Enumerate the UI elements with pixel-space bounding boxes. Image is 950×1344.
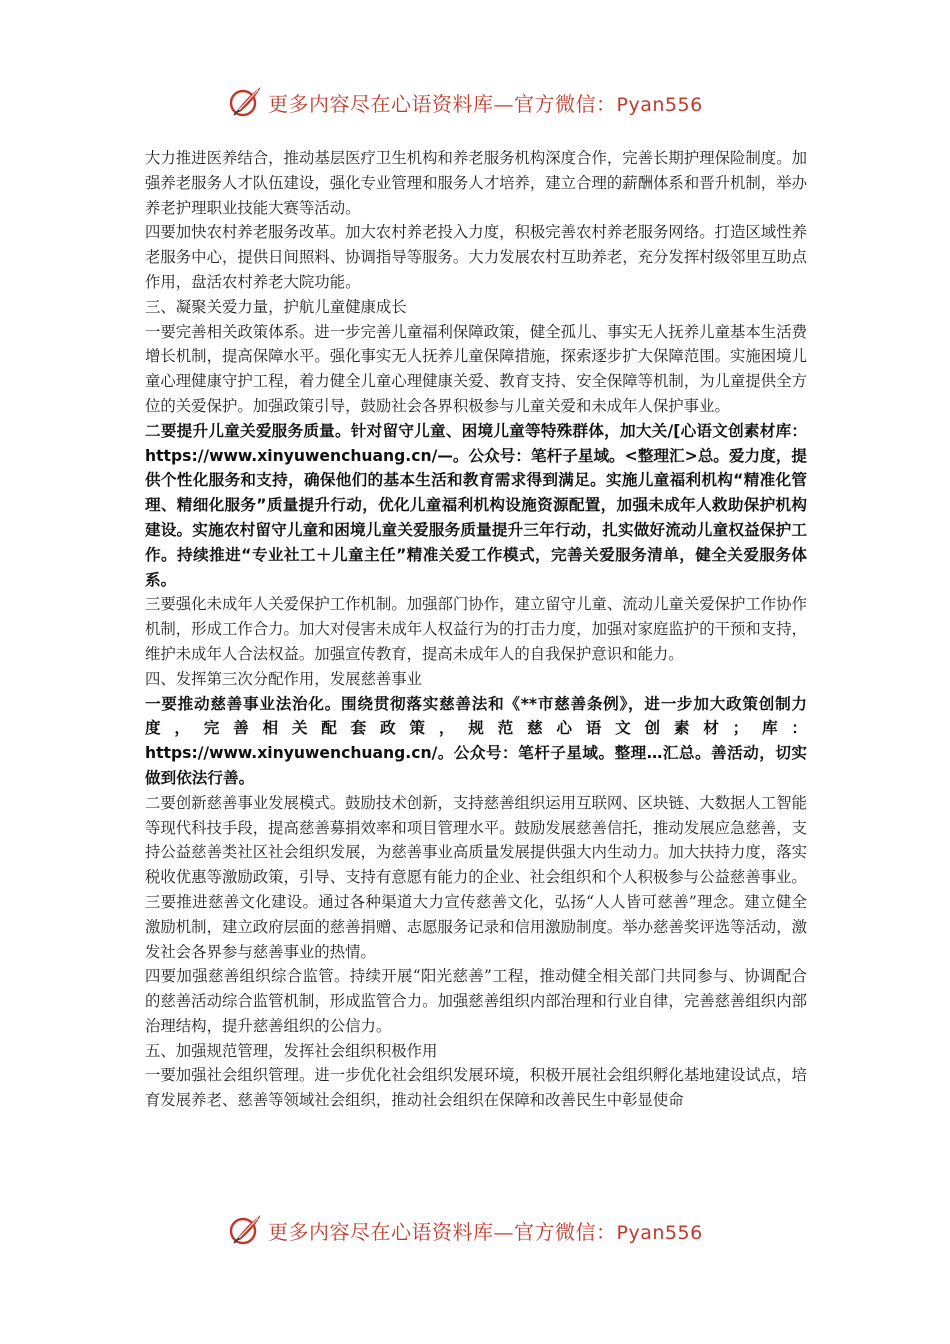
paragraph: 三要推进慈善文化建设。通过各种渠道大力宣传慈善文化，弘扬“人人皆可慈善”理念。建立健全激励机制，建立政府层面的慈善捐赠、志愿服务记录和信用激励制度。举办慈善奖评选等活动，激发社会各界参与慈善事业的热情。 (145, 892, 807, 961)
paragraph: 一要完善相关政策体系。进一步完善儿童福利保障政策，健全孤儿、事实无人抚养儿童基本生活费增长机制，提高保障水平。强化事实无人抚养儿童保障措施，探索逐步扩大保障范围。实施困境儿童心理健康守护工程，着力健全儿童心理健康关爱、教育支持、安全保障等机制，为儿童提供全方位的关爱保护。加强政策引导，鼓励社会各界积极参与儿童关爱和未成年人保护事业。 (145, 322, 807, 415)
paragraph: 三要强化未成年人关爱保护工作机制。加强部门协作，建立留守儿童、流动儿童关爱保护工作协作机制，形成工作合力。加大对侵害未成年人权益行为的打击力度，加强对家庭监护的干预和支持，维护未成年人合法权益。加强宣传教育，提高未成年人的自我保护意识和能力。 (145, 595, 807, 663)
quill-logo-icon (228, 1212, 264, 1248)
paragraph: 三、凝聚关爱力量，护航儿童健康成长 (145, 297, 407, 316)
paragraph: 二要创新慈善事业发展模式。鼓励技术创新，支持慈善组织运用互联网、区块链、大数据人工智能等现代科技手段，提高慈善募捐效率和项目管理水平。鼓励发展慈善信托，推动发展应急慈善，支持公益慈善类社区社会组织发展，为慈善事业高质量发展提供强大内生动力。加大扶持力度，落实税收优惠等激励政策，引导、支持有意愿有能力的企业、社会组织和个人积极参与公益慈善事业。 (145, 793, 807, 887)
wechat-id: Pyan556 (616, 93, 703, 116)
document-body (145, 146, 807, 1113)
paragraph: 一要加强社会组织管理。进一步优化社会组织发展环境，积极开展社会组织孵化基地建设试点，培育发展养老、慈善等领域社会组织，推动社会组织在保障和改善民生中彰显使命 (145, 1066, 807, 1110)
banner-text: 更多内容尽在心语资料库—官方微信：Pyan556 (268, 91, 703, 116)
paragraph: 四、发挥第三次分配作用，发展慈善事业 (145, 669, 423, 688)
header-banner (228, 80, 728, 124)
paragraph: 四要加快农村养老服务改革。加大农村养老投入力度，积极完善农村养老服务网络。打造区域性养老服务中心，提供日间照料、协调指导等服务。大力发展农村互助养老，充分发挥村级邻里互助点作用，盘活农村养老大院功能。 (145, 223, 807, 291)
quill-logo-icon (228, 84, 264, 120)
wechat-id: Pyan556 (616, 1221, 703, 1244)
paragraph: 一要推动慈善事业法治化。围绕贯彻落实慈善法和《**市慈善条例》，进一步加大政策创制力度，完善相关配套政策，规范慈心语文创素材；库：https://www.xinyuwenchuang.cn/。公众号：笔杆子星域。整理…汇总。善活动，切实做到依法行善。 (145, 694, 807, 787)
paragraph: 四要加强慈善组织综合监管。持续开展“阳光慈善”工程，推动健全相关部门共同参与、协调配合的慈善活动综合监管机制，形成监管合力。加强慈善组织内部治理和行业自律，完善慈善组织内部治理结构，提升慈善组织的公信力。 (145, 967, 807, 1035)
paragraph: 大力推进医养结合，推动基层医疗卫生机构和养老服务机构深度合作，完善长期护理保险制度。加强养老服务人才队伍建设，强化专业管理和服务人才培养，建立合理的薪酬体系和晋升机制，举办养老护理职业技能大赛等活动。 (145, 149, 807, 217)
banner-text: 更多内容尽在心语资料库—官方微信：Pyan556 (268, 1219, 703, 1244)
paragraph: 五、加强规范管理，发挥社会组织积极作用 (145, 1041, 438, 1060)
paragraph: 二要提升儿童关爱服务质量。针对留守儿童、困境儿童等特殊群体，加大关/[心语文创素材库：https://www.xinyuwenchuang.cn/—。公众号：笔杆子星域。<整理汇>总。爱力度，提供个性化服务和支持，确保他们的基本生活和教育需求得到满足。实施儿童福利机构“精准化管理、精细化服务”质量提升行动，优化儿童福利机构设施资源配置，加强未成年人救助保护机构建设。实施农村留守儿童和困境儿童关爱服务质量提升三年行动，扎实做好流动儿童权益保护工作。持续推进“专业社工＋儿童主任”精准关爱工作模式，完善关爱服务清单，健全关爱服务体系。 (145, 421, 807, 589)
footer-banner (228, 1208, 728, 1252)
